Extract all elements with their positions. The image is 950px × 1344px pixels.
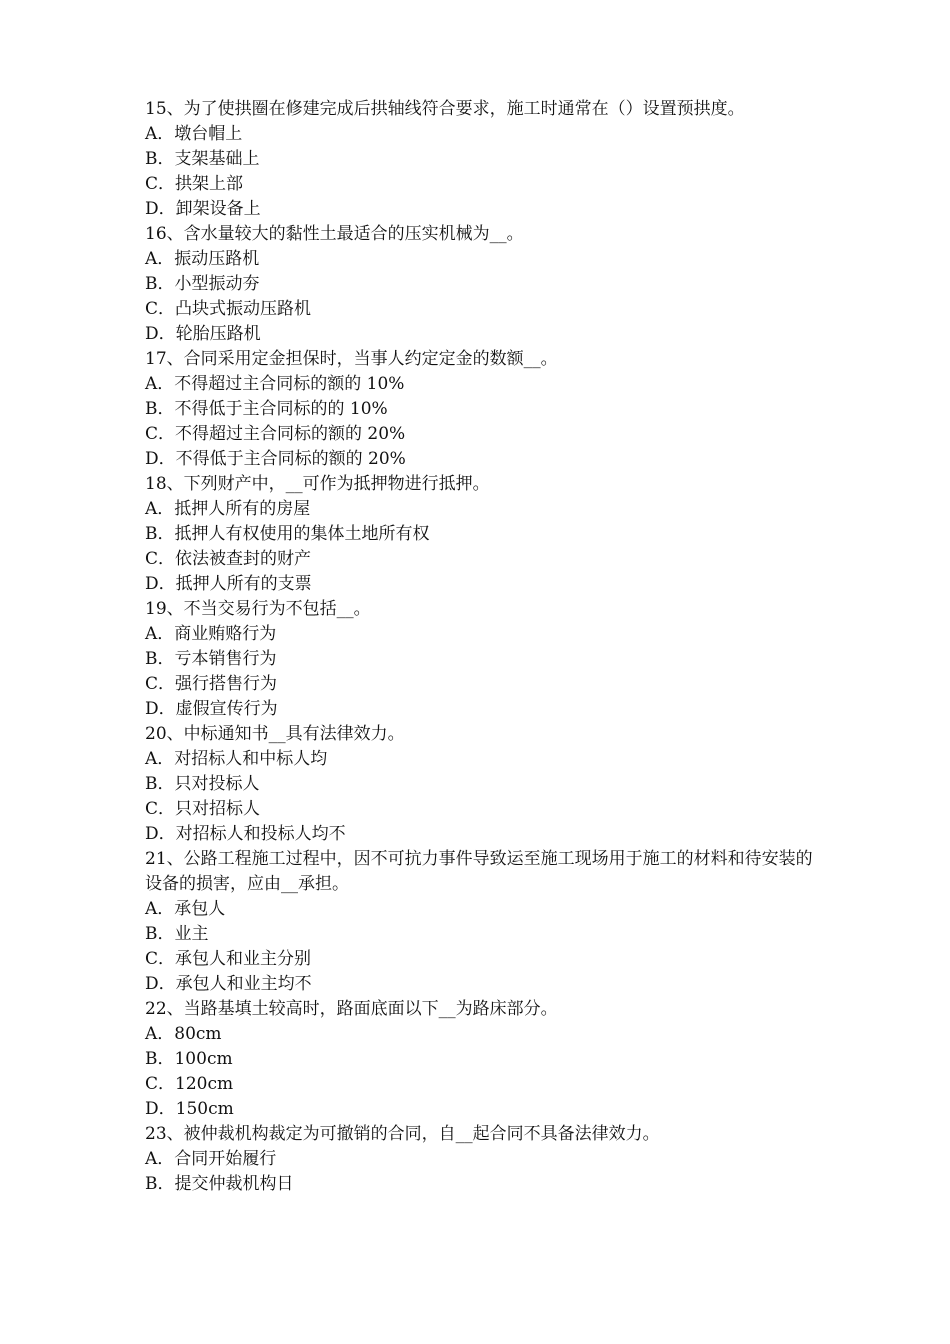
question-19 bbox=[145, 597, 825, 722]
question-text: 17、合同采用定金担保时，当事人约定定金的数额__。 bbox=[145, 349, 558, 369]
option-c: C．拱架上部 bbox=[145, 174, 244, 194]
option-d: D．对招标人和投标人均不 bbox=[145, 824, 346, 844]
option-b: B．支架基础上 bbox=[145, 149, 260, 169]
option-b: B．亏本销售行为 bbox=[145, 649, 277, 669]
option-a: A．80cm bbox=[145, 1024, 222, 1044]
question-22 bbox=[145, 997, 825, 1122]
option-b: B．业主 bbox=[145, 924, 209, 944]
option-b: B．不得低于主合同标的的 10% bbox=[145, 399, 388, 419]
option-c: C．依法被查封的财产 bbox=[145, 549, 312, 569]
option-c: C．不得超过主合同标的额的 20% bbox=[145, 424, 406, 444]
option-a: A．不得超过主合同标的额的 10% bbox=[145, 374, 405, 394]
question-text: 21、公路工程施工过程中，因不可抗力事件导致运至施工现场用于施工的材料和待安装的设备的损害，应由__承担。 bbox=[145, 849, 813, 894]
question-15 bbox=[145, 97, 825, 222]
option-b: B．只对投标人 bbox=[145, 774, 260, 794]
option-d: D．抵押人所有的支票 bbox=[145, 574, 312, 594]
option-d: D．承包人和业主均不 bbox=[145, 974, 312, 994]
option-a: A．抵押人所有的房屋 bbox=[145, 499, 311, 519]
option-c: C．强行搭售行为 bbox=[145, 674, 278, 694]
option-b: B．提交仲裁机构日 bbox=[145, 1174, 294, 1194]
option-a: A．商业贿赂行为 bbox=[145, 624, 277, 644]
question-16 bbox=[145, 222, 825, 347]
question-23 bbox=[145, 1122, 825, 1197]
question-text: 23、被仲裁机构裁定为可撤销的合同，自__起合同不具备法律效力。 bbox=[145, 1124, 660, 1144]
option-a: A．承包人 bbox=[145, 899, 226, 919]
option-b: B．小型振动夯 bbox=[145, 274, 260, 294]
question-text: 22、当路基填土较高时，路面底面以下__为路床部分。 bbox=[145, 999, 558, 1019]
question-text: 19、不当交易行为不包括__。 bbox=[145, 599, 371, 619]
question-17 bbox=[145, 347, 825, 472]
option-d: D．不得低于主合同标的额的 20% bbox=[145, 449, 406, 469]
question-text: 15、为了使拱圈在修建完成后拱轴线符合要求，施工时通常在（）设置预拱度。 bbox=[145, 99, 745, 119]
option-c: C．承包人和业主分别 bbox=[145, 949, 312, 969]
question-text: 16、含水量较大的黏性土最适合的压实机械为__。 bbox=[145, 224, 524, 244]
question-text: 20、中标通知书__具有法律效力。 bbox=[145, 724, 405, 744]
option-a: A．墩台帽上 bbox=[145, 124, 243, 144]
option-a: A．对招标人和中标人均 bbox=[145, 749, 328, 769]
option-b: B．100cm bbox=[145, 1049, 233, 1069]
question-18 bbox=[145, 472, 825, 597]
option-d: D．卸架设备上 bbox=[145, 199, 261, 219]
question-text: 18、下列财产中，__可作为抵押物进行抵押。 bbox=[145, 474, 490, 494]
question-20 bbox=[145, 722, 825, 847]
option-a: A．振动压路机 bbox=[145, 249, 260, 269]
question-21 bbox=[145, 847, 825, 997]
question-list bbox=[145, 97, 825, 1197]
option-a: A．合同开始履行 bbox=[145, 1149, 277, 1169]
option-d: D．轮胎压路机 bbox=[145, 324, 261, 344]
option-d: D．虚假宣传行为 bbox=[145, 699, 278, 719]
option-d: D．150cm bbox=[145, 1099, 234, 1119]
option-c: C．只对招标人 bbox=[145, 799, 261, 819]
option-c: C．凸块式振动压路机 bbox=[145, 299, 312, 319]
option-c: C．120cm bbox=[145, 1074, 234, 1094]
option-b: B．抵押人有权使用的集体土地所有权 bbox=[145, 524, 430, 544]
